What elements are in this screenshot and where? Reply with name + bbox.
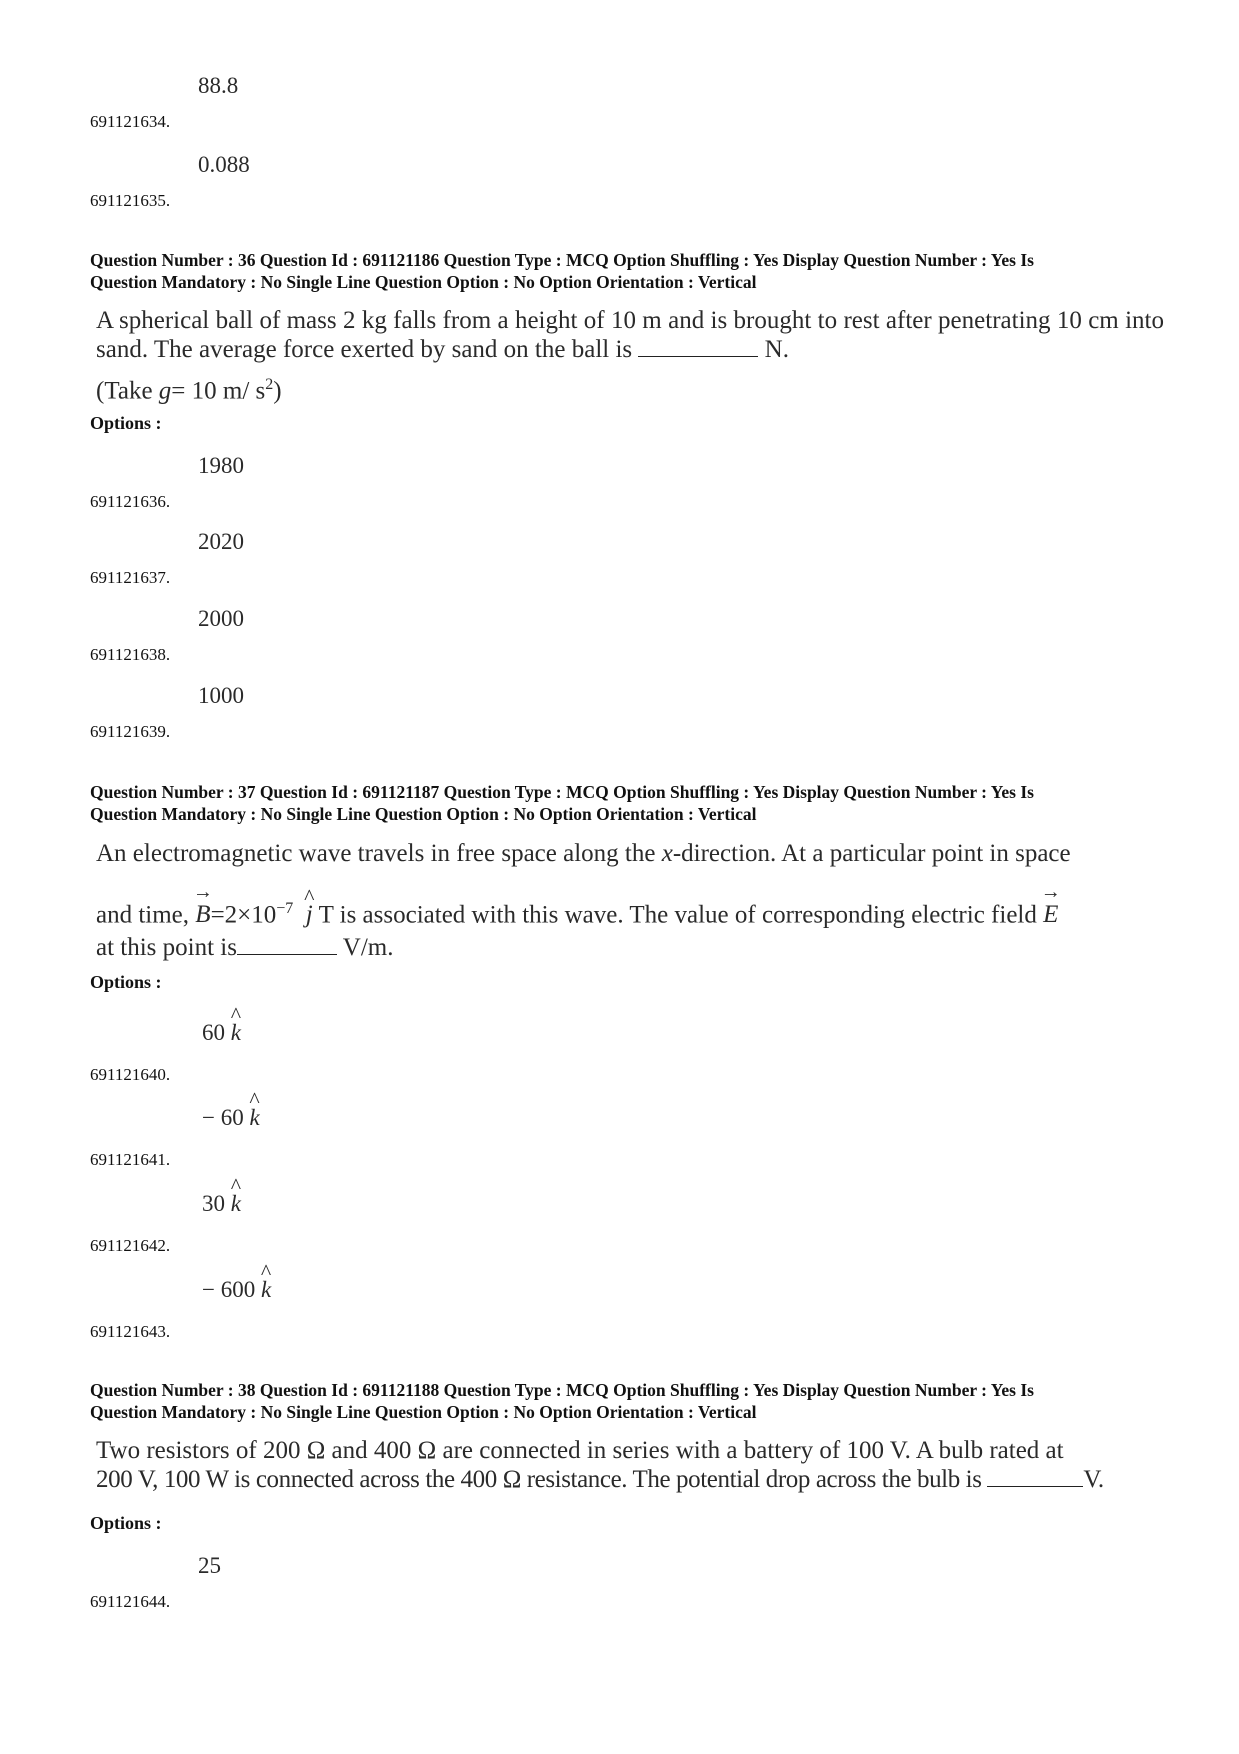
option-691121636 [90,452,690,512]
meta-line: Question Number : 36 Question Id : 691121186 Question Type : MCQ Option Shuffling : Yes Display Question Number : Yes Is [90,250,1034,270]
question-body [96,306,1164,364]
question-line-3 [96,933,1164,962]
text: -direction. At a particular point in space [672,840,1071,867]
option-691121641 [90,1100,690,1170]
option-value [202,1190,241,1218]
value-text: − 60 [202,1105,244,1130]
option-value [202,1104,260,1132]
option-id: 691121641. [90,1150,171,1169]
answer-blank [638,336,758,357]
option-value: 88.8 [198,73,239,98]
option-value [202,1019,241,1047]
question-36-text [96,306,1164,405]
take-equation: = 10 m/ s [171,377,266,405]
option-value [202,1276,271,1304]
option-id: 691121635. [90,191,171,210]
option-691121644 [90,1552,690,1612]
option-691121643 [90,1272,690,1342]
exponent: −7 [276,900,294,917]
meta-line: Question Number : 37 Question Id : 691121187 Question Type : MCQ Option Shuffling : Yes Display Question Number : Yes Is [90,782,1034,802]
answer-unit: N. [764,336,789,363]
options-label: Options : [90,413,162,433]
text: =2×10 [210,901,277,929]
option-value: 2000 [198,606,244,631]
question-line-2 [96,894,1164,929]
option-id: 691121642. [90,1236,171,1255]
option-691121639 [90,682,690,742]
option-691121635 [90,151,690,211]
value-text: − 600 [202,1277,256,1302]
option-691121634 [90,72,690,132]
answer-blank [987,1466,1083,1487]
question-36-meta [90,249,1160,293]
question-line-2 [96,1465,1164,1494]
question-37-meta [90,781,1160,825]
option-id: 691121644. [90,1592,171,1611]
variable: x [661,840,673,867]
take-close: ) [273,377,282,405]
meta-line: Question Mandatory : No Single Line Question Option : No Option Orientation : Vertical [90,804,757,824]
options-label: Options : [90,972,162,992]
option-value: 0.088 [198,152,250,177]
unit-vector-k: ^ k [249,1104,259,1132]
text: and time, [96,901,190,929]
option-value: 1980 [198,453,244,478]
take-exponent: 2 [265,376,274,393]
unit-vector-k: ^ k [231,1190,241,1218]
question-37-text [96,839,1164,962]
value-text: 30 [202,1191,225,1216]
meta-line: Question Number : 38 Question Id : 691121188 Question Type : MCQ Option Shuffling : Yes Display Question Number : Yes Is [90,1380,1034,1400]
question-line-1 [96,839,1164,868]
text: An electromagnetic wave travels in free space along the [96,840,656,867]
unit-vector-k: ^ k [231,1019,241,1047]
value-text: 60 [202,1020,225,1045]
option-value: 2020 [198,529,244,554]
option-value: 25 [198,1553,221,1578]
option-id: 691121636. [90,492,171,511]
option-value: 1000 [198,683,244,708]
options-label: Options : [90,1513,162,1533]
option-691121640 [90,1015,690,1085]
take-note [96,370,1164,405]
unit-vector-j: ^ j [306,900,313,929]
question-line-1: Two resistors of 200 Ω and 400 Ω are connected in series with a battery of 100 V. A bulb rated at [96,1437,1064,1464]
vector-e: → E [1043,900,1058,929]
answer-blank [237,934,337,955]
option-id: 691121637. [90,568,171,587]
take-open: (Take [96,377,153,405]
question-sentence: A spherical ball of mass 2 kg falls from a height of 10 m and is brought to rest after penetrating 10 cm into sand. The average force exerted by sand on the ball is [96,307,1164,363]
question-38-text [96,1436,1164,1494]
option-id: 691121638. [90,645,171,664]
option-691121638 [90,605,690,665]
text: T is associated with this wave. The value of corresponding electric field [318,901,1037,929]
meta-line: Question Mandatory : No Single Line Question Option : No Option Orientation : Vertical [90,272,757,292]
option-id: 691121643. [90,1322,171,1341]
option-id: 691121640. [90,1065,171,1084]
vector-b: → B [195,900,210,929]
option-691121642 [90,1186,690,1256]
answer-unit: V/m. [342,934,394,962]
option-id: 691121639. [90,722,171,741]
option-691121637 [90,528,690,588]
text: at this point is [96,934,237,962]
text: 200 V, 100 W is connected across the 400 Ω resistance. The potential drop across the bulb is [96,1466,982,1493]
unit-vector-k: ^ k [261,1276,271,1304]
option-id: 691121634. [90,112,171,131]
answer-unit: V. [1083,1466,1104,1493]
meta-line: Question Mandatory : No Single Line Question Option : No Option Orientation : Vertical [90,1402,757,1422]
take-variable: g [158,377,172,405]
question-38-meta [90,1379,1160,1423]
